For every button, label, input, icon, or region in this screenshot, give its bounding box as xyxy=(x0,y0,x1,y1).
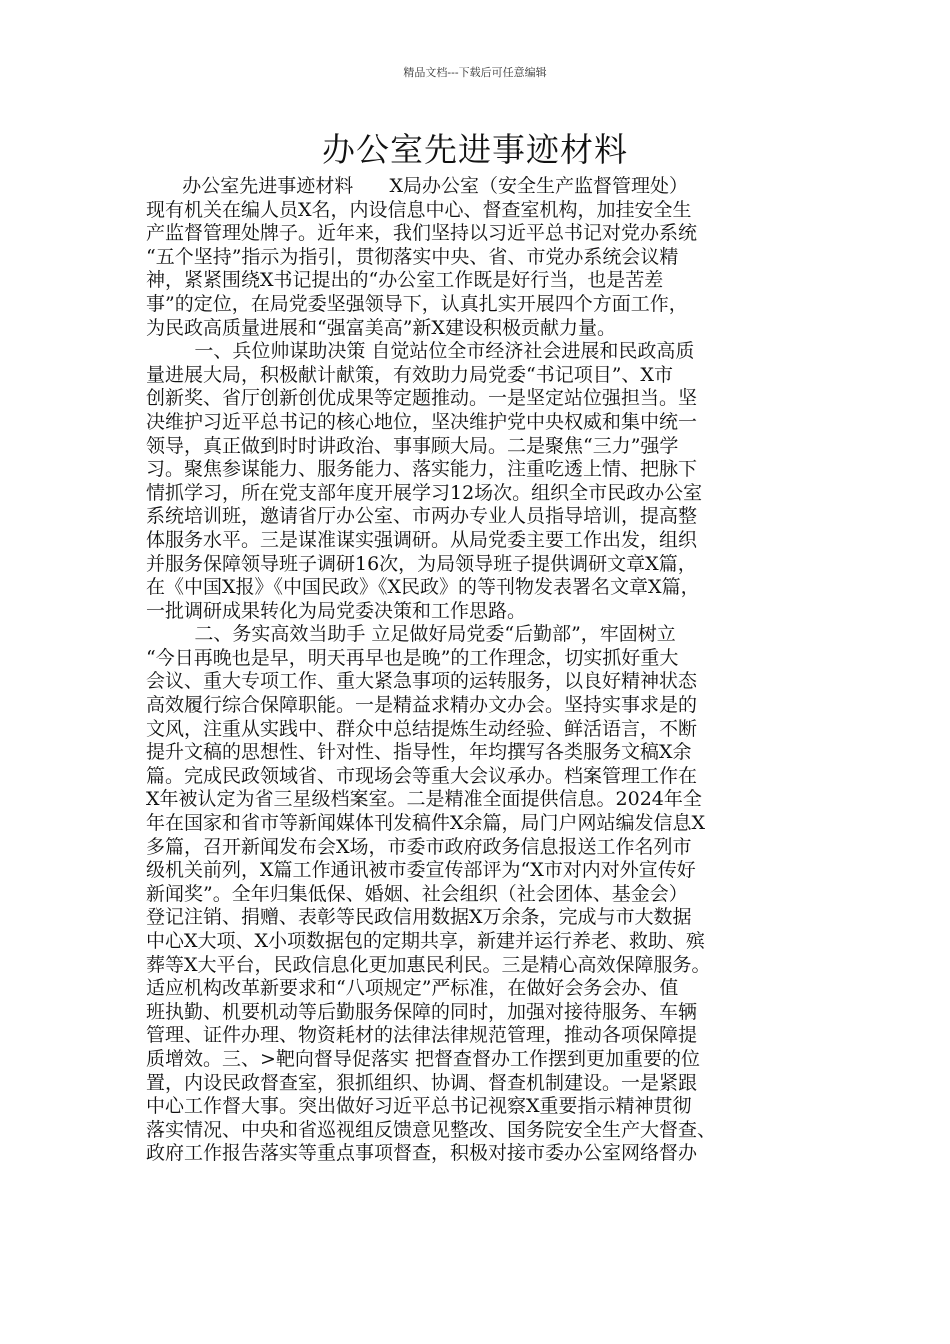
body-line: 高效履行综合保障职能。一是精益求精办文办会。坚持实事求是的 xyxy=(146,694,698,717)
body-line: 一批调研成果转化为局党委决策和工作思路。 xyxy=(146,599,527,622)
body-line: 中心X大项、X小项数据包的定期共享，新建并运行养老、救助、殡 xyxy=(146,930,706,952)
body-line: 文风，注重从实践中、群众中总结提炼生动经验、鲜活语言，不断 xyxy=(146,717,698,740)
body-line: 置，内设民政督查室，狠抓组织、协调、督查机制建设。一是紧跟 xyxy=(146,1071,698,1094)
body-line: “五个坚持”指示为指引，贯彻落实中央、省、市党办系统会议精 xyxy=(146,245,679,268)
body-line: 落实情况、中央和省巡视组反馈意见整改、国务院安全生产大督查、 xyxy=(146,1118,717,1141)
body-line: 习。聚焦参谋能力、服务能力、落实能力，注重吃透上情、把脉下 xyxy=(146,458,698,481)
body-line: 葬等X大平台，民政信息化更加惠民利民。三是精心高效保障服务。 xyxy=(146,953,711,976)
body-line: 中心工作督大事。突出做好习近平总书记视察X重要指示精神贯彻 xyxy=(146,1095,692,1118)
document-title: 办公室先进事迹材料 xyxy=(322,130,628,169)
body-line: 二、务实高效当助手 立足做好局党委“后勤部”，牢固树立 xyxy=(146,623,676,646)
body-line: 为民政高质量进展和“强富美高”新X建设积极贡献力量。 xyxy=(146,316,616,339)
body-line: 新闻奖”。全年归集低保、婚姻、社会组织（社会团体、基金会） xyxy=(146,882,688,905)
body-line: 篇。完成民政领域省、市现场会等重大会议承办。档案管理工作在 xyxy=(146,764,698,787)
document-body xyxy=(146,175,826,1166)
body-line: 多篇，召开新闻发布会X场，市委市政府政务信息报送工作名列市 xyxy=(146,835,692,858)
body-line: 决维护习近平总书记的核心地位，坚决维护党中央权威和集中统一 xyxy=(146,410,698,433)
body-line: 会议、重大专项工作、重大紧急事项的运转服务，以良好精神状态 xyxy=(146,670,698,693)
body-line: “今日再晚也是早，明天再早也是晚”的工作理念，切实抓好重大 xyxy=(146,646,679,669)
body-line: 年在国家和省市等新闻媒体刊发稿件X余篇，局门户网站编发信息X xyxy=(146,812,706,835)
body-line: 登记注销、捐赠、表彰等民政信用数据X万余条，完成与市大数据 xyxy=(146,906,692,929)
body-line: 现有机关在编人员X名，内设信息中心、督查室机构，加挂安全生 xyxy=(146,198,692,221)
header-note: 精品文档---下载后可任意编辑 xyxy=(403,66,547,79)
body-line: X年被认定为省三星级档案室。二是精准全面提供信息。2024年全 xyxy=(146,788,702,811)
body-line: 级机关前列，X篇工作通讯被市委宣传部评为“X市对内对外宣传好 xyxy=(146,859,696,882)
body-line: 政府工作报告落实等重点事项督查，积极对接市委办公室网络督办 xyxy=(146,1142,698,1165)
body-line: 并服务保障领导班子调研16次，为局领导班子提供调研文章X篇， xyxy=(146,552,697,575)
body-line: 提升文稿的思想性、针对性、指导性，年均撰写各类服务文稿X余 xyxy=(146,741,692,764)
body-line: 神，紧紧围绕X书记提出的“办公室工作既是好行当，也是苦差 xyxy=(146,269,664,292)
body-line: 班执勤、机要机动等后勤服务保障的同时，加强对接待服务、车辆 xyxy=(146,1000,698,1023)
body-line: 事”的定位，在局党委坚强领导下，认真扎实开展四个方面工作， xyxy=(146,292,688,315)
body-line: 体服务水平。三是谋准谋实强调研。从局党委主要工作出发，组织 xyxy=(146,528,698,551)
body-line: 产监督管理处牌子。近年来，我们坚持以习近平总书记对党办系统 xyxy=(146,222,698,245)
body-line: 管理、证件办理、物资耗材的法律法律规范管理，推动各项保障提 xyxy=(146,1024,698,1047)
body-line: 质增效。三、>靶向督导促落实 把督查督办工作摆到更加重要的位 xyxy=(146,1047,700,1070)
body-line: 办公室先进事迹材料 X局办公室（安全生产监督管理处） xyxy=(146,175,689,197)
body-line: 在《中国X报》《中国民政》《X民政》的等刊物发表署名文章X篇， xyxy=(146,576,700,599)
body-line: 领导，真正做到时时讲政治、事事顾大局。二是聚焦“三力”强学 xyxy=(146,434,679,457)
body-line: 适应机构改革新要求和“八项规定”严标准，在做好会务会办、值 xyxy=(146,977,679,1000)
body-line: 情抓学习，所在党支部年度开展学习12场次。组织全市民政办公室 xyxy=(146,481,703,504)
body-line: 系统培训班，邀请省厅办公室、市两办专业人员指导培训，提高整 xyxy=(146,505,698,528)
body-line: 量进展大局，积极献计献策，有效助力局党委“书记项目”、X市 xyxy=(146,363,673,386)
body-line: 一、兵位帅谋助决策 自觉站位全市经济社会进展和民政高质 xyxy=(146,340,695,363)
body-line: 创新奖、省厅创新创优成果等定题推动。一是坚定站位强担当。坚 xyxy=(146,387,698,410)
